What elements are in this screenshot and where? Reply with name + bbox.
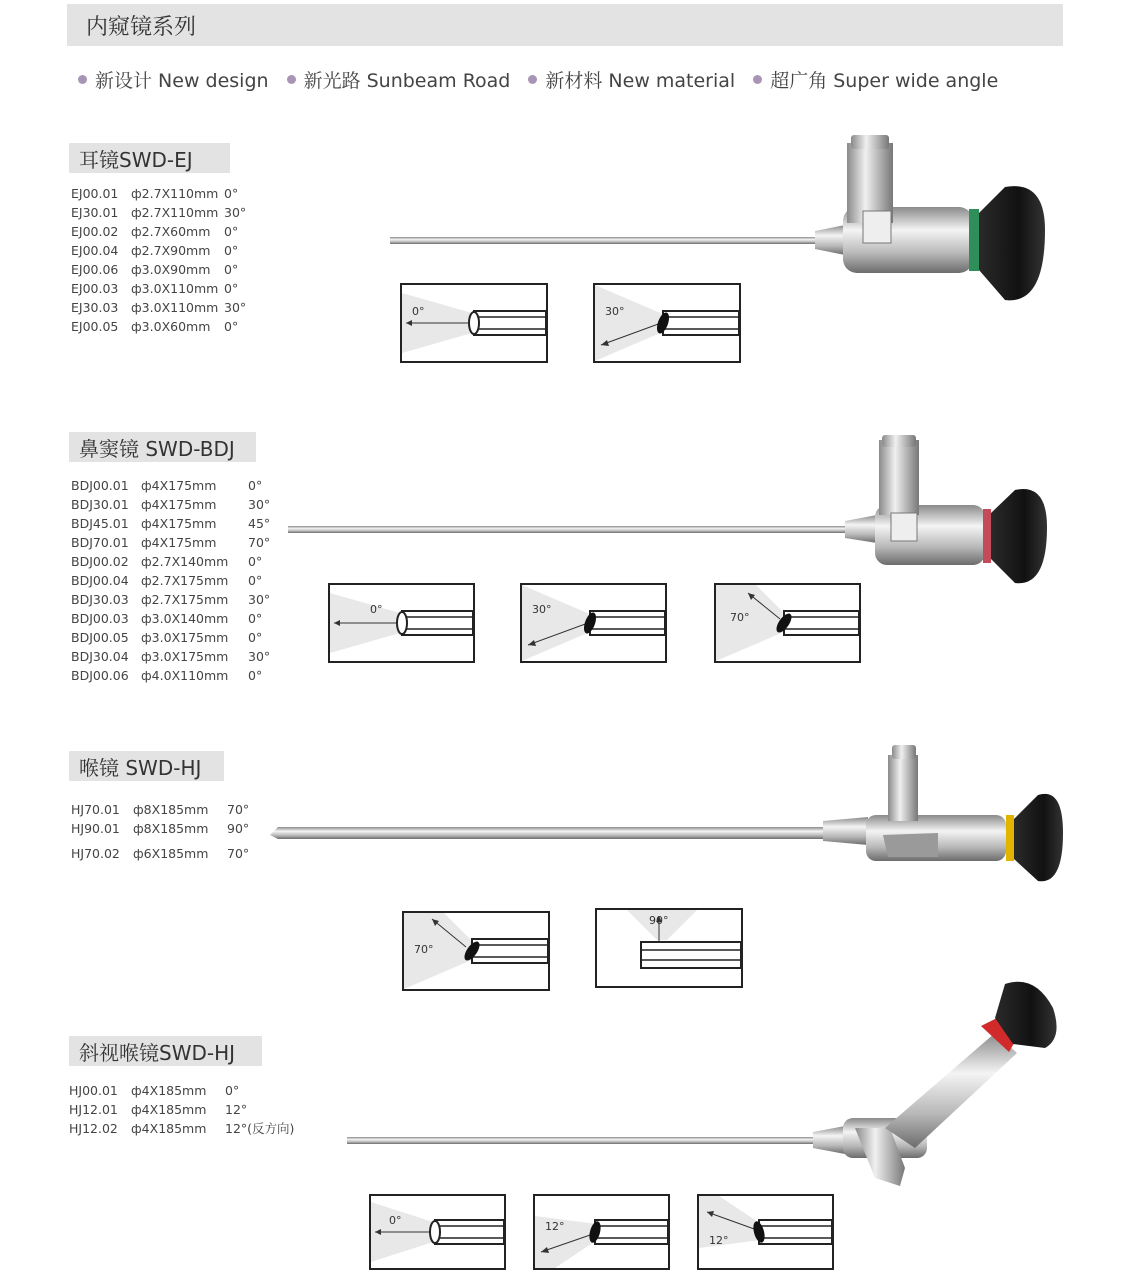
spec-row: HJ90.01 ф8X185mm 90°	[71, 821, 250, 836]
spec-row: HJ12.02 ф4X185mm 12°(反方向)	[69, 1121, 295, 1136]
feature-item: 新材料 New material	[528, 66, 735, 93]
bullet-dot-icon	[753, 75, 762, 84]
angle-diagram-xshj-0	[369, 1194, 506, 1270]
svg-text:30°: 30°	[605, 305, 625, 318]
spec-row: EJ00.06 ф3.0X90mm 0°	[71, 262, 239, 277]
svg-text:70°: 70°	[730, 611, 750, 624]
spec-row: HJ70.02 ф6X185mm 70°	[71, 846, 250, 861]
spec-row: EJ00.02 ф2.7X60mm 0°	[71, 224, 239, 239]
svg-text:0°: 0°	[412, 305, 425, 318]
svg-text:90°: 90°	[649, 914, 669, 927]
spec-list-bdj	[71, 476, 270, 685]
spec-row: BDJ00.02 ф2.7X140mm 0°	[71, 554, 263, 569]
oblique-laryngoscope-image	[345, 978, 1065, 1200]
svg-text:30°: 30°	[532, 603, 552, 616]
feature-item: 超广角 Super wide angle	[753, 66, 998, 93]
sinuscope-image	[285, 435, 1055, 590]
angle-diagram-bdj-30	[520, 583, 667, 663]
spec-row: EJ00.04 ф2.7X90mm 0°	[71, 243, 239, 258]
spec-row: EJ00.03 ф3.0X110mm 0°	[71, 281, 239, 296]
spec-row: BDJ30.04 ф3.0X175mm 30°	[71, 649, 271, 664]
feature-item: 新光路 Sunbeam Road	[287, 66, 511, 93]
svg-text:12°: 12°	[709, 1234, 729, 1247]
angle-diagram-ej-0	[400, 283, 548, 363]
spec-row: BDJ00.04 ф2.7X175mm 0°	[71, 573, 263, 588]
spec-row: EJ30.03 ф3.0X110mm 30°	[71, 300, 247, 315]
section-tab-hj: 喉镜 SWD-HJ	[69, 751, 224, 781]
svg-text:70°: 70°	[414, 943, 434, 956]
section-tab-ej: 耳镜SWD-EJ	[69, 143, 230, 173]
header-bar	[67, 4, 1063, 46]
svg-text:12°: 12°	[545, 1220, 565, 1233]
bullet-dot-icon	[287, 75, 296, 84]
feature-list	[78, 64, 1016, 94]
svg-text:0°: 0°	[389, 1214, 402, 1227]
spec-list-hj	[71, 800, 249, 863]
bullet-dot-icon	[78, 75, 87, 84]
spec-row: BDJ00.01 ф4X175mm 0°	[71, 478, 263, 493]
bullet-dot-icon	[528, 75, 537, 84]
angle-diagram-ej-30	[593, 283, 741, 363]
angle-diagram-bdj-0	[328, 583, 475, 663]
spec-row: BDJ00.06 ф4.0X110mm 0°	[71, 668, 263, 683]
spec-list-xshj	[69, 1081, 294, 1138]
spec-row: BDJ70.01 ф4X175mm 70°	[71, 535, 271, 550]
feature-item: 新设计 New design	[78, 66, 269, 93]
spec-row: EJ00.05 ф3.0X60mm 0°	[71, 319, 239, 334]
section-tab-xshj: 斜视喉镜SWD-HJ	[69, 1036, 262, 1066]
spec-row: BDJ00.03 ф3.0X140mm 0°	[71, 611, 263, 626]
section-tab-bdj: 鼻窦镜 SWD-BDJ	[69, 432, 256, 462]
spec-row: BDJ00.05 ф3.0X175mm 0°	[71, 630, 263, 645]
angle-diagram-hj-90	[595, 908, 743, 988]
spec-row: EJ00.01 ф2.7X110mm 0°	[71, 186, 239, 201]
spec-row: BDJ45.01 ф4X175mm 45°	[71, 516, 271, 531]
spec-row: BDJ30.01 ф4X175mm 30°	[71, 497, 271, 512]
laryngoscope-image	[268, 745, 1065, 885]
angle-diagram-bdj-70	[714, 583, 861, 663]
angle-diagram-xshj-12-reverse	[697, 1194, 834, 1270]
spec-row: HJ70.01 ф8X185mm 70°	[71, 802, 250, 817]
spec-row: EJ30.01 ф2.7X110mm 30°	[71, 205, 247, 220]
spec-list-ej	[71, 184, 246, 336]
svg-text:0°: 0°	[370, 603, 383, 616]
spec-row: BDJ30.03 ф2.7X175mm 30°	[71, 592, 271, 607]
angle-diagram-xshj-12	[533, 1194, 670, 1270]
page-title: 内窥镜系列	[86, 15, 197, 40]
spec-row: HJ00.01 ф4X185mm 0°	[69, 1083, 240, 1098]
spec-row: HJ12.01 ф4X185mm 12°	[69, 1102, 248, 1117]
